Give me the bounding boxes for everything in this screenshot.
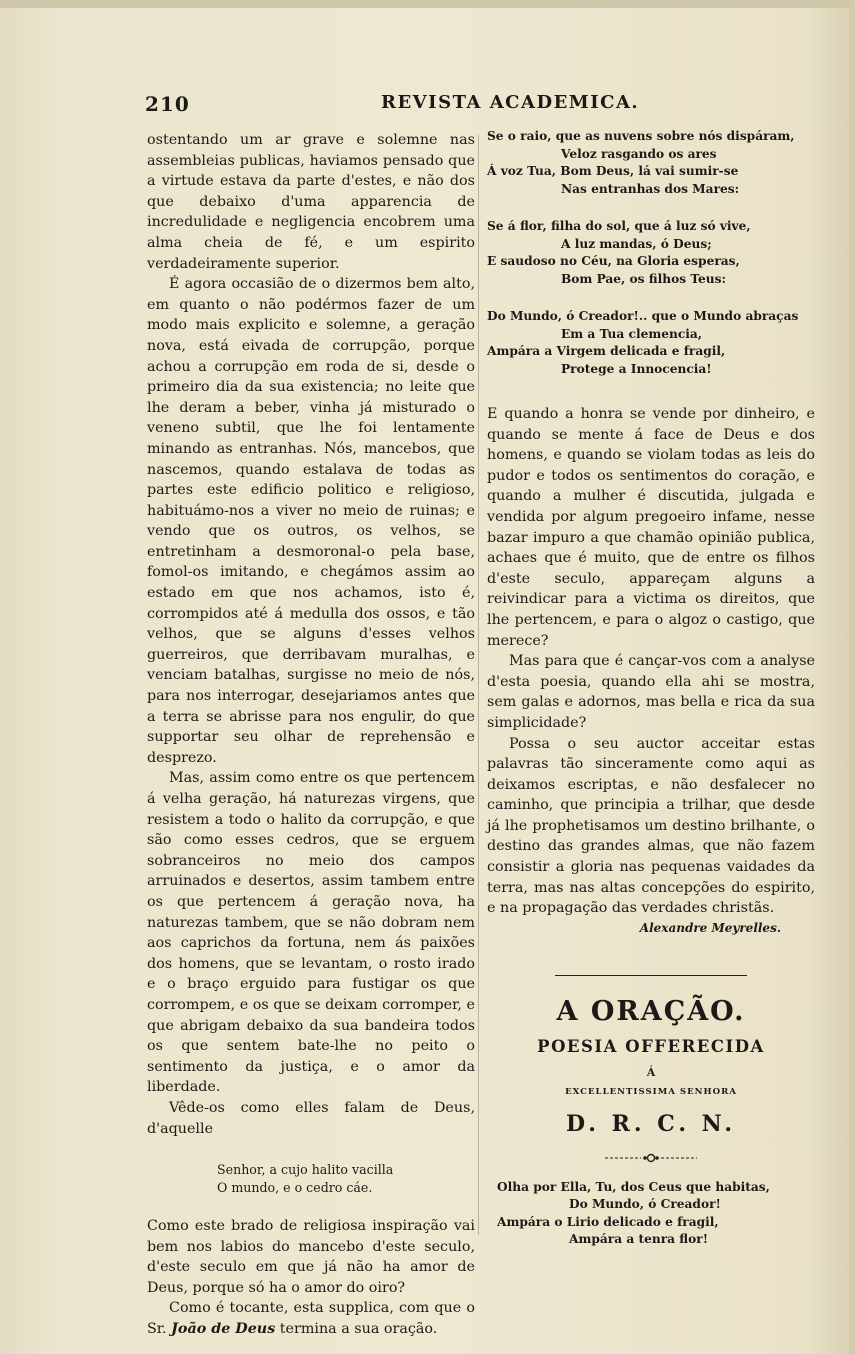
author-name: João de Deus: [171, 1321, 276, 1338]
ornament-rule-icon: [487, 1153, 815, 1163]
quoted-verse: [147, 1161, 475, 1196]
page-number: 210: [145, 92, 190, 116]
verse-line: Bom Pae, os filhos Teus:: [561, 271, 727, 286]
verse-line: Ampára a Virgem delicada e fragil,: [487, 344, 726, 358]
verse-line: Nas entranhas dos Mares:: [561, 181, 740, 196]
page-edge-right: [849, 0, 855, 1354]
poem-subtitle: POESIA OFFERECIDA: [537, 1036, 765, 1056]
paragraph-text: termina a sua oração.: [275, 1321, 438, 1338]
running-head: REVISTA ACADEMICA.: [381, 92, 640, 113]
section-divider: [555, 975, 747, 976]
paragraph: Mas para que é cançar-vos com a analyse d'esta poesia, quando ella ahi se mostra, sem galas e adornos, mas bella e rica da sua simplicidade?: [487, 653, 815, 731]
paragraph: Como este brado de religiosa inspiração vai bem nos labios do mancebo d'este seculo, d'este seculo em que já não ha amor de Deus, porque só ha o amor do oiro?: [147, 1218, 475, 1296]
verse-line: Veloz rasgando os ares: [561, 146, 717, 161]
verse-line: Do Mundo, ó Creador!.. que o Mundo abraças: [487, 309, 799, 323]
paragraph: Vêde-os como elles falam de Deus, d'aquelle: [147, 1099, 475, 1137]
verse-line: Protege a Innocencia!: [561, 361, 712, 376]
paragraph: ostentando um ar grave e solemne nas assembleias publicas, haviamos pensado que a virtude estava da parte d'estes, e não dos que debaixo d'uma apparencia de incredulidade e negligencia encobrem uma alma cheia de fé, e um espirito verdadeiramente superior.: [147, 132, 475, 272]
verse-line: A luz mandas, ó Deus;: [561, 236, 712, 251]
poem-title: A ORAÇÃO.: [556, 995, 746, 1027]
verse-line: Ampára a tenra flor!: [569, 1232, 709, 1247]
poem-stanza: [487, 1179, 815, 1249]
poem-stanza: [487, 128, 815, 198]
poem-initials: D. R. C. N.: [565, 1110, 737, 1137]
verse-line: Do Mundo, ó Creador!: [569, 1197, 721, 1212]
poem-stanza: [487, 308, 815, 378]
paragraph: É agora occasião de o dizermos bem alto, em quanto o não podérmos fazer de um modo mais explicito e solemne, a geração nova, está eivada de corrupção, porque achou a corrupção em roda de si, desde o primeiro dia da sua existencia; no leite que lhe deram a beber, vinha já misturado o veneno subtil, que lhe foi lentamente minando as entranhas. Nós, mancebos, que nascemos, quando estalava de todas as partes este edificio politico e religioso, habituámo-nos a viver no meio de ruinas; e vendo que os outros, os velhos, se entretinham a desmoronal-o pela base, fomol-os imitando, e chegámos assim ao estado em que nos achamos, isto é, corrompidos até á medulla dos ossos, e tão velhos, que se alguns d'esses velhos guerreiros, que derribavam muralhas, e venciam batalhas, surgisse no meio de nós, para nos interrogar, desejariamos antes que a terra se abrisse para nos engulir, do que supportar seu olhar de reprehensão e desprezo.: [147, 276, 475, 766]
poem-dedication-prep: Á: [646, 1065, 656, 1079]
paragraph: E quando a honra se vende por dinheiro, e quando se mente á face de Deus e dos homens, e quando se violam todas as leis do pudor e todos os sentimentos do coração, e quando a mulher é discutida, julgada e vendida por algum pregoeiro infame, nesse bazar impuro a que chamão opinião publica, achaes que é muito, que de entre os filhos d'este seculo, appareçam alguns a reivindicar para a victima os direitos, que lhe pertencem, e para o algoz o castigo, que merece?: [487, 406, 815, 649]
verse-line: Olha por Ella, Tu, dos Ceus que habitas,: [497, 1179, 770, 1194]
verse-line: E saudoso no Céu, na Gloria esperas,: [487, 254, 740, 268]
page-header: [145, 92, 640, 116]
paragraph: [147, 1298, 475, 1339]
verse-line: Em a Tua clemencia,: [561, 326, 703, 341]
left-column: [147, 130, 475, 1340]
poem-dedicatee: EXCELLENTISSIMA SENHORA: [565, 1086, 737, 1097]
paragraph-text: Como é tocante, esta supplica, com que o Sr.: [147, 1300, 475, 1338]
column-rule: [478, 135, 479, 1235]
signature: Alexandre Meyrelles.: [639, 920, 781, 935]
right-column: [487, 128, 815, 1249]
verse-line: Se á flor, filha do sol, que á luz só vive,: [487, 219, 751, 233]
verse-line: Ampára o Lirio delicado e fragil,: [497, 1214, 719, 1229]
poem-stanza: [487, 218, 815, 288]
verse-line: Senhor, a cujo halito vacilla: [217, 1162, 394, 1178]
page-edge-top: [0, 0, 855, 8]
paragraph: Mas, assim como entre os que pertencem á velha geração, há naturezas virgens, que resistem a todo o halito da corrupção, e que são como esses cedros, que se erguem sobranceiros no meio dos campos arruinados e desertos, assim tambem entre os que pertencem á geração nova, ha naturezas tambem, que se não dobram nem aos caprichos da fortuna, nem ás paixões dos homens, que se levantam, o rosto irado e o braço erguido para fustigar os que corrompem, e os que se deixam corromper, e que abrigam debaixo da sua bandeira todos os que sentem bate-lhe no peito o sentimento da justiça, e o amor da liberdade.: [147, 770, 475, 1096]
paragraph: Possa o seu auctor acceitar estas palavras tão sinceramente como aqui as deixamos escriptas, e não desfalecer no caminho, que principia a trilhar, que desde já lhe prophetisamos um destino brilhante, o destino das grandes almas, que não fazem consistir a gloria nas pequenas vaidades da terra, mas nas altas concepções do espirito, e na propagação das verdades christãs.: [487, 735, 815, 917]
verse-line: Á voz Tua, Bom Deus, lá vai sumir-se: [487, 164, 739, 178]
verse-line: Se o raio, que as nuvens sobre nós dispáram,: [487, 129, 795, 143]
verse-line: O mundo, e o cedro cáe.: [217, 1179, 373, 1195]
